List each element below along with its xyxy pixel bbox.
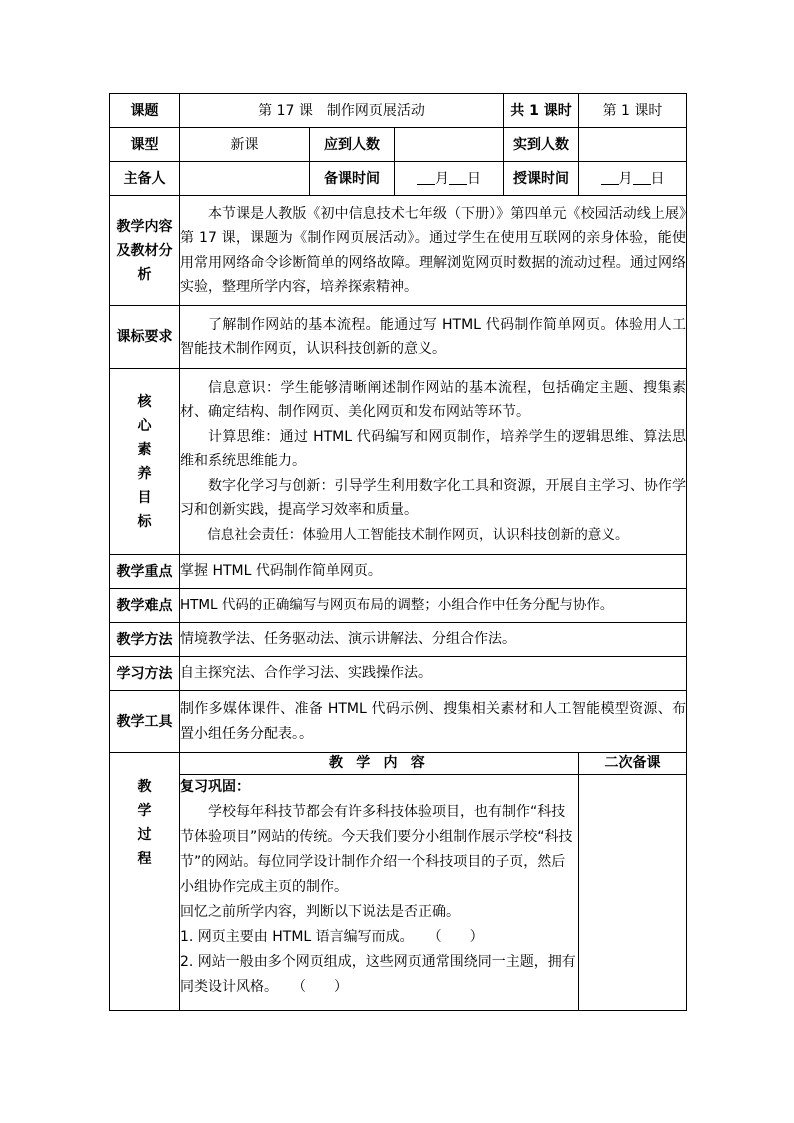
expected-count-value[interactable] xyxy=(395,128,504,162)
preparer-value[interactable] xyxy=(180,162,310,196)
row-type xyxy=(110,128,687,162)
teach-time-value[interactable]: 月 日 xyxy=(579,162,687,196)
row-preparer xyxy=(110,162,687,196)
row-core xyxy=(110,369,687,555)
standard-label: 课标要求 xyxy=(110,306,180,369)
standard-text: 了解制作网站的基本流程。能通过写 HTML 代码制作简单网页。体验用人工智能技术制作网页，认识科技创新的意义。 xyxy=(180,306,687,369)
total-hours-label: 共 1 课时 xyxy=(504,94,579,128)
tools-label: 教学工具 xyxy=(110,691,180,753)
row-topic xyxy=(110,94,687,128)
question-text: 回忆之前所学内容，判断以下说法是否正确。 xyxy=(180,904,460,920)
row-tools xyxy=(110,691,687,753)
row-process-header xyxy=(110,753,687,775)
core-item: 信息社会责任：体验用人工智能技术制作网页，认识科技创新的意义。 xyxy=(207,526,629,543)
analysis-label: 教学内容及教材分析 xyxy=(110,196,180,306)
difficulty-label: 教学难点 xyxy=(110,589,180,623)
row-analysis xyxy=(110,196,687,306)
learning-method-text: 自主探究法、合作学习法、实践操作法。 xyxy=(180,657,687,691)
row-teaching-method xyxy=(110,623,687,657)
key-point-label: 教学重点 xyxy=(110,555,180,589)
process-label: 教 学 过 程 xyxy=(110,753,180,1011)
process-content xyxy=(180,775,579,1011)
prep-time-label: 备课时间 xyxy=(310,162,395,196)
row-key-point xyxy=(110,555,687,589)
second-prep-cell[interactable] xyxy=(579,775,687,1011)
topic-value: 第 17 课 制作网页展活动 xyxy=(180,94,504,128)
row-difficulty xyxy=(110,589,687,623)
core-text xyxy=(180,369,687,555)
actual-count-value[interactable] xyxy=(579,128,687,162)
key-point-text: 掌握 HTML 代码制作简单网页。 xyxy=(180,555,687,589)
row-process-body xyxy=(110,775,687,1011)
row-learning-method xyxy=(110,657,687,691)
current-hour-value: 第 1 课时 xyxy=(579,94,687,128)
teaching-method-text: 情境教学法、任务驱动法、演示讲解法、分组合作法。 xyxy=(180,623,687,657)
type-value: 新课 xyxy=(180,128,310,162)
teach-time-label: 授课时间 xyxy=(504,162,579,196)
topic-label: 课题 xyxy=(110,94,180,128)
row-standard xyxy=(110,306,687,369)
preparer-label: 主备人 xyxy=(110,162,180,196)
expected-count-label: 应到人数 xyxy=(310,128,395,162)
learning-method-label: 学习方法 xyxy=(110,657,180,691)
actual-count-label: 实到人数 xyxy=(504,128,579,162)
analysis-text: 本节课是人教版《初中信息技术七年级（下册）》第四单元《校园活动线上展》第 17 课，课题为《制作网页展活动》。通过学生在使用互联网的亲身体验，能使用常用网络命令诊断简单的网络故障。理解浏览网页时数据的流动过程。通过网络实验，整理所学内容，培养探索精神。 xyxy=(180,196,687,306)
difficulty-text: HTML 代码的正确编写与网页布局的调整；小组合作中任务分配与协作。 xyxy=(180,589,687,623)
lesson-plan-table xyxy=(109,93,687,1011)
prep-time-value[interactable]: 月 日 xyxy=(395,162,504,196)
question-item: 2. 网站一般由多个网页组成，这些网页通常围绕同一主题，拥有同类设计风格。 （ ） xyxy=(180,954,576,995)
core-item: 数字化学习与创新：引导学生利用数字化工具和资源，开展自主学习、协作学习和创新实践，提高学习效率和质量。 xyxy=(180,477,686,519)
core-item: 信息意识：学生能够清晰阐述制作网站的基本流程，包括确定主题、搜集素材、确定结构、制作网页、美化网页和发布网站等环节。 xyxy=(180,379,686,421)
second-prep-header: 二次备课 xyxy=(579,753,687,775)
content-header: 教 学 内 容 xyxy=(180,753,579,775)
question-item: 1. 网页主要由 HTML 语言编写而成。 （ ） xyxy=(180,929,484,945)
teaching-method-label: 教学方法 xyxy=(110,623,180,657)
review-title: 复习巩固： xyxy=(180,779,250,795)
tools-text: 制作多媒体课件、准备 HTML 代码示例、搜集相关素材和人工智能模型资源、布置小组任务分配表。。 xyxy=(180,691,687,753)
core-label: 核 心 素 养 目 标 xyxy=(110,369,180,555)
type-label: 课型 xyxy=(110,128,180,162)
intro-text: 学校每年科技节都会有许多科技体验项目，也有制作“科技节体验项目”网站的传统。今天我们要分小组制作展示学校“科技节”的网站。每位同学设计制作介绍一个科技项目的子页，然后小组协作完成主页的制作。 xyxy=(180,804,573,895)
core-item: 计算思维：通过 HTML 代码编写和网页制作，培养学生的逻辑思维、算法思维和系统思维能力。 xyxy=(180,428,686,470)
